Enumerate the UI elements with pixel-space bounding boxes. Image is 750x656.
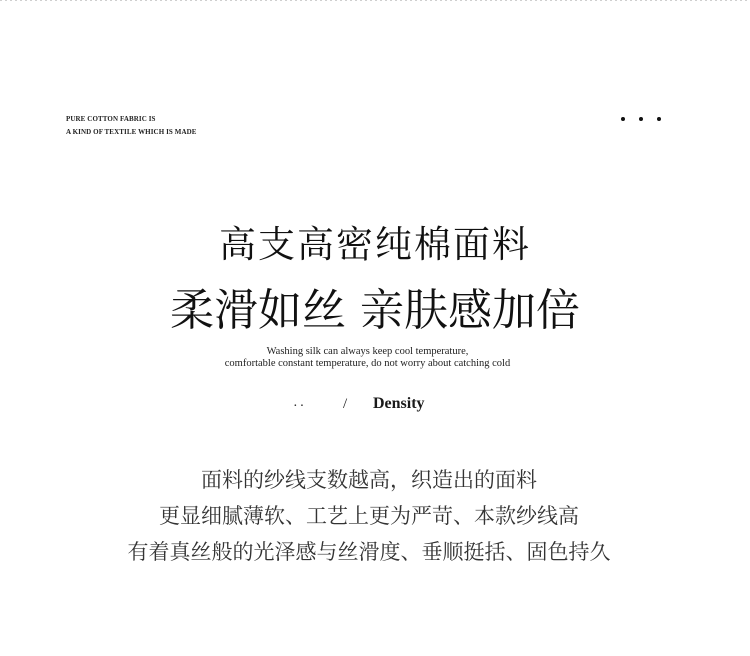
dot-2 <box>639 117 643 121</box>
tagline-line-2: A KIND OF TEXTILE WHICH IS MADE <box>66 128 197 136</box>
ellipsis-icon <box>621 117 661 121</box>
headline-secondary: 柔滑如丝 亲肤感加倍 <box>170 285 580 336</box>
body-line-1: 面料的纱线支数越高，织造出的面料 <box>201 468 537 492</box>
tagline-line-1: PURE COTTON FABRIC IS <box>66 115 156 123</box>
body-line-2: 更显细腻薄软、工艺上更为严苛、本款纱线高 <box>159 504 579 528</box>
density-label: Density <box>373 395 425 412</box>
dot-1 <box>621 117 625 121</box>
headline-primary: 高支高密纯棉面料 <box>219 223 531 266</box>
english-desc-line-1: Washing silk can always keep cool temperature, <box>266 346 469 357</box>
dot-3 <box>657 117 661 121</box>
density-slash: / <box>343 396 348 412</box>
density-dots: ·· <box>293 399 307 414</box>
body-line-3: 有着真丝般的光泽感与丝滑度、垂顺挺括、固色持久 <box>127 540 611 564</box>
english-desc-line-2: comfortable constant temperature, do not worry about catching cold <box>224 358 511 369</box>
top-border <box>0 0 750 1</box>
density-row <box>0 395 750 417</box>
